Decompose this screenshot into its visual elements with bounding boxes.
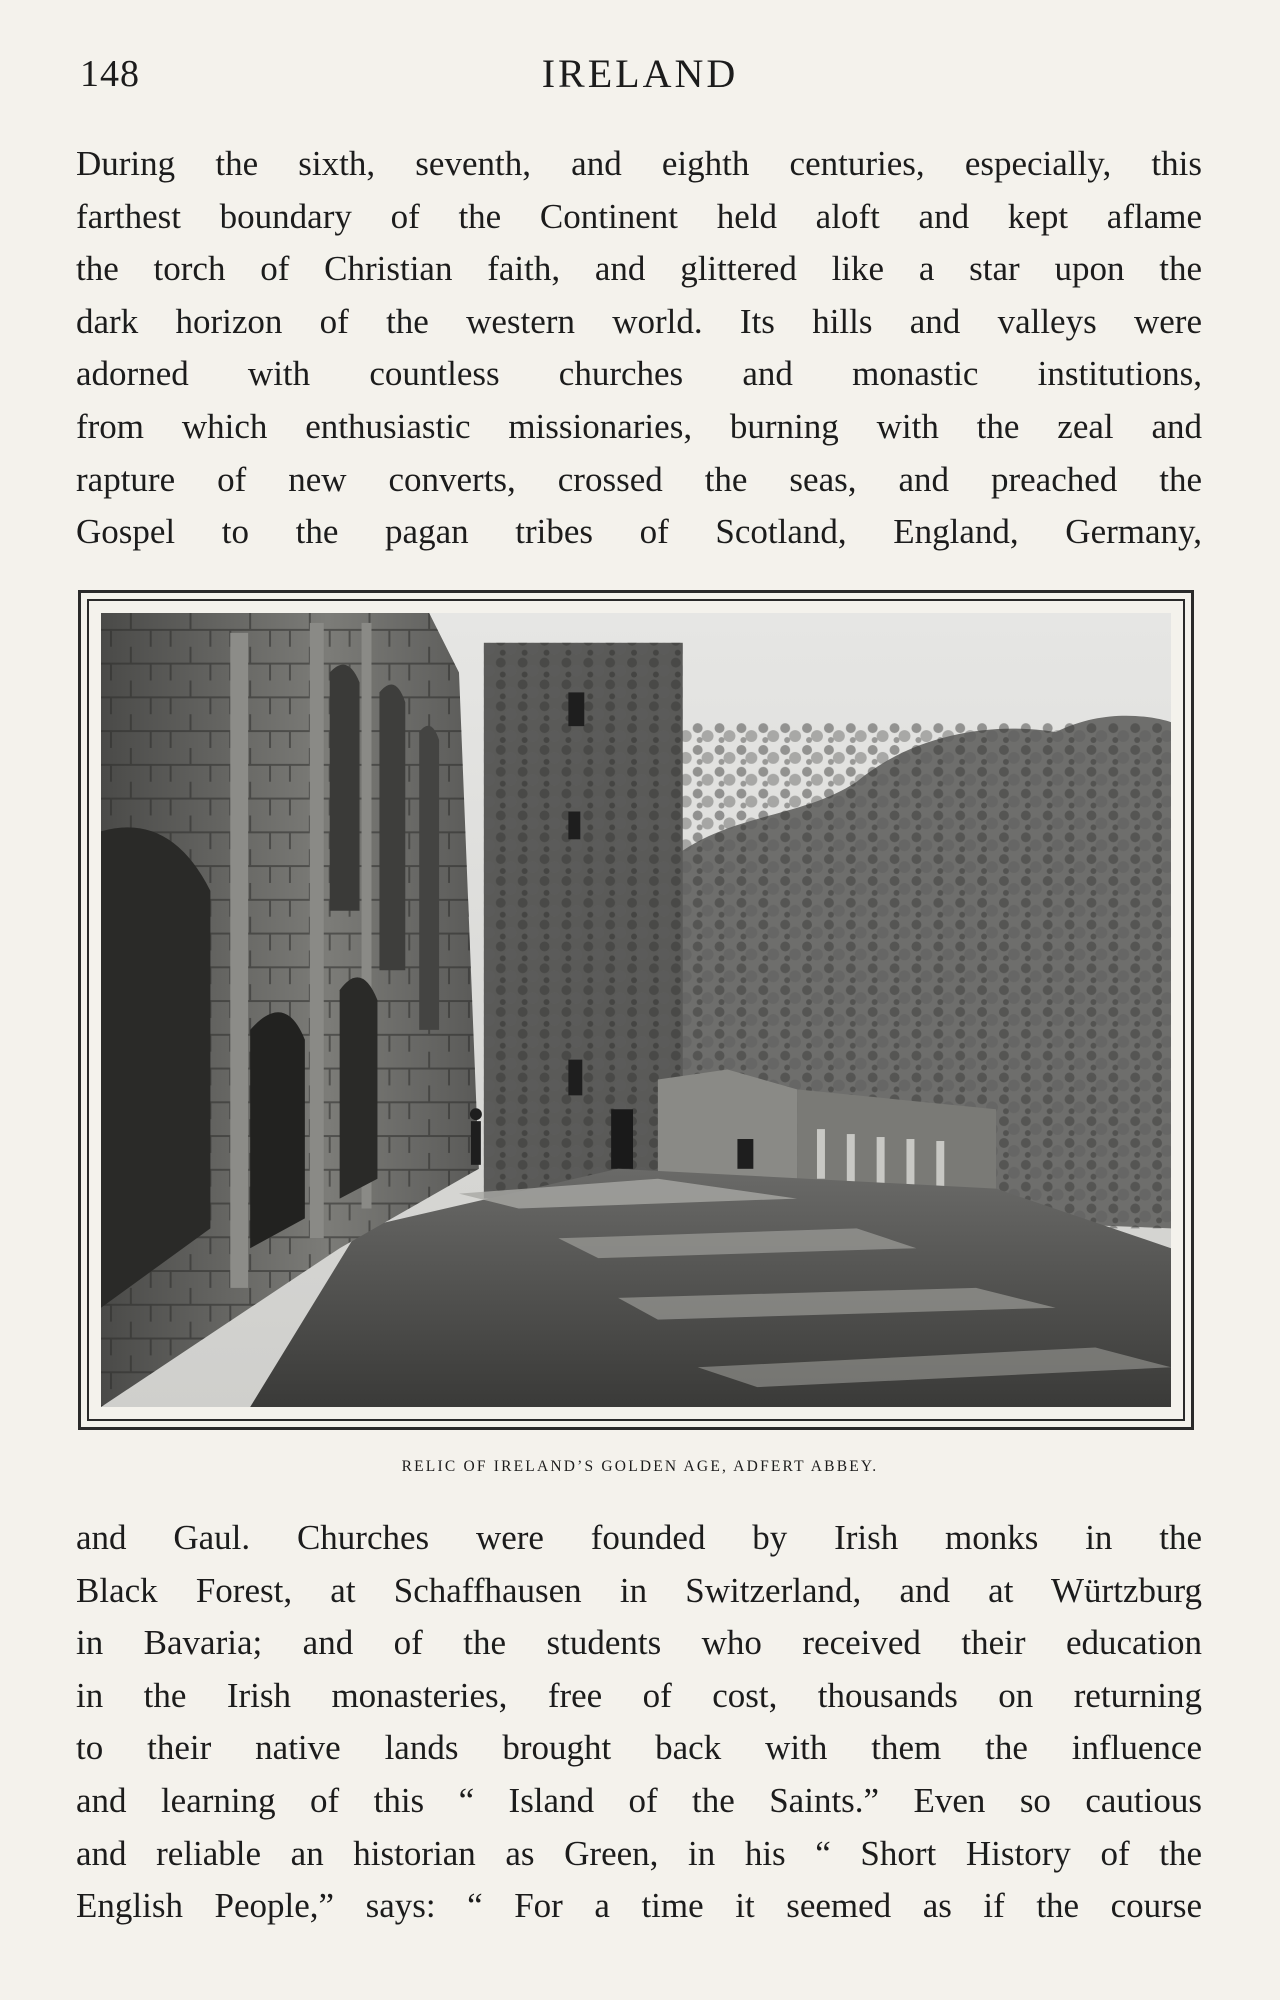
text-line: in the Irish monasteries, free of cost, thousands on returning (76, 1675, 1202, 1715)
paragraph-bottom (76, 1512, 1202, 1933)
text-line: and reliable an historian as Green, in his “ Short History of the (76, 1833, 1202, 1873)
figure-inner-border (87, 599, 1185, 1421)
text-line: from which enthusiastic missionaries, burning with the zeal and (76, 406, 1202, 446)
text-line: to their native lands brought back with them the influence (76, 1728, 1202, 1768)
text-line: Gospel to the pagan tribes of Scotland, England, Germany, (76, 512, 1202, 552)
abbey-photograph (101, 613, 1171, 1407)
figure-frame (78, 590, 1194, 1430)
running-head: IRELAND (541, 51, 739, 96)
text-line: farthest boundary of the Continent held aloft and kept aflame (76, 196, 1202, 236)
page-number: 148 (80, 53, 140, 95)
text-line: During the sixth, seventh, and eighth centuries, especially, this (76, 144, 1202, 183)
text-line: rapture of new converts, crossed the seas, and preached the (76, 459, 1202, 499)
text-line: dark horizon of the western world. Its hills and valleys were (76, 301, 1202, 341)
abbey-photo-illustration (101, 613, 1171, 1407)
text-line: in Bavaria; and of the students who received their education (76, 1623, 1202, 1663)
figure-caption: RELIC OF IRELAND’S GOLDEN AGE, ADFERT ABBEY. (401, 1458, 879, 1475)
text-line: English People,” says: “ For a time it seemed as if the course (76, 1886, 1202, 1926)
text-line: and learning of this “ Island of the Saints.” Even so cautious (76, 1780, 1202, 1820)
text-line: the torch of Christian faith, and glittered like a star upon the (76, 249, 1202, 289)
text-line: Black Forest, at Schaffhausen in Switzerland, and at Würtzburg (76, 1570, 1202, 1610)
text-line: adorned with countless churches and monastic institutions, (76, 354, 1202, 394)
text-line: and Gaul. Churches were founded by Irish monks in the (76, 1518, 1202, 1557)
paragraph-top (76, 138, 1202, 559)
